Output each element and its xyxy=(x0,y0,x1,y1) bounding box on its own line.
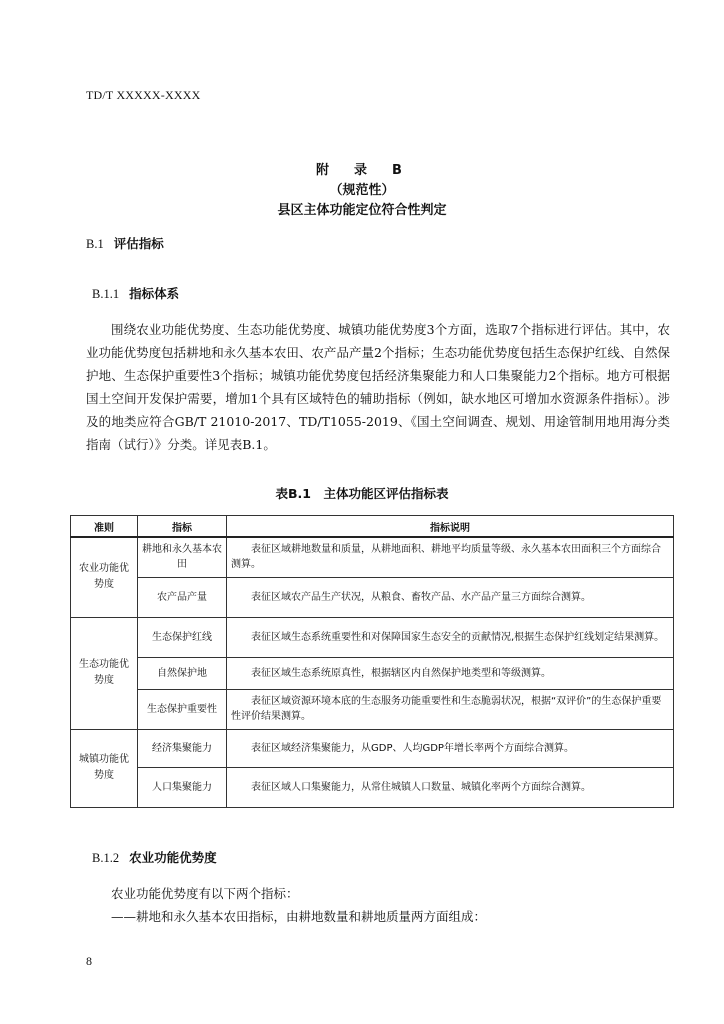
appendix-title: 附 录 B xyxy=(316,163,408,178)
table-row xyxy=(71,689,674,729)
appendix-type: （规范性） xyxy=(329,183,395,198)
paragraph-text: 围绕农业功能优势度、生态功能优势度、城镇功能优势度3个方面，选取7个指标进行评估。其中，农业功能优势度包括耕地和永久基本农田、农产品产量2个指标；生态功能优势度包括生态保护红线、自然保护地、生态保护重要性3个指标；城镇功能优势度包括经济集聚能力和人口集聚能力2个指标。地方可根据国土空间开发保护需要，增加1个具有区域特色的辅助指标（例如，缺水地区可增加水资源条件指标）。涉及的地类应符合GB/T 21010-2017、TD/T1055-2019、《国土空间调查、规划、用途管制用地用海分类指南（试行）》分类。详见表B.1。 xyxy=(86,322,670,452)
criterion-cell: 农业功能优势度 xyxy=(71,537,138,617)
indicator-cell: 生态保护重要性 xyxy=(138,689,227,729)
description-cell: 表征区域生态系统重要性和对保障国家生态安全的贡献情况,根据生态保护红线划定结果测算。 xyxy=(227,617,674,657)
section-label: 评估指标 xyxy=(113,236,164,251)
section-number: B.1 xyxy=(86,237,104,251)
description-cell: 表征区域生态系统原真性，根据辖区内自然保护地类型和等级测算。 xyxy=(227,657,674,689)
description-cell: 表征区域耕地数量和质量，从耕地面积、耕地平均质量等级、永久基本农田面积三个方面综合测算。 xyxy=(227,537,674,577)
section-heading-b11 xyxy=(92,284,179,302)
section-label: 农业功能优势度 xyxy=(129,850,217,865)
indicator-table xyxy=(70,515,674,808)
description-cell: 表征区域资源环境本底的生态服务功能重要性和生态脆弱状况，根据“双评价”的生态保护重要性评价结果测算。 xyxy=(227,689,674,729)
header-indicator: 指标 xyxy=(138,516,227,538)
table-row xyxy=(71,617,674,657)
criterion-cell: 生态功能优势度 xyxy=(71,617,138,729)
section-heading-b12 xyxy=(92,848,217,866)
body-paragraph-b11 xyxy=(86,318,670,456)
table-row xyxy=(71,767,674,807)
table-title: 表B.1 主体功能区评估指标表 xyxy=(275,486,449,501)
indicator-cell: 耕地和永久基本农田 xyxy=(138,537,227,577)
body-paragraph-b12 xyxy=(86,882,670,928)
paragraph-text: ——耕地和永久基本农田指标，由耕地数量和耕地质量两方面组成： xyxy=(111,909,487,924)
indicator-cell: 经济集聚能力 xyxy=(138,729,227,767)
description-cell: 表征区域人口集聚能力，从常住城镇人口数量、城镇化率两个方面综合测算。 xyxy=(227,767,674,807)
page-number: 8 xyxy=(86,954,92,968)
table-row xyxy=(71,577,674,617)
indicator-cell: 生态保护红线 xyxy=(138,617,227,657)
header-description: 指标说明 xyxy=(227,516,674,538)
description-cell: 表征区域经济集聚能力，从GDP、人均GDP年增长率两个方面综合测算。 xyxy=(227,729,674,767)
table-row xyxy=(71,537,674,577)
appendix-name: 县区主体功能定位符合性判定 xyxy=(277,203,447,218)
header-criterion: 准则 xyxy=(71,516,138,538)
table-header-row xyxy=(71,516,674,538)
section-number: B.1.1 xyxy=(92,287,120,301)
description-cell: 表征区域农产品生产状况，从粮食、畜牧产品、水产品产量三方面综合测算。 xyxy=(227,577,674,617)
section-number: B.1.2 xyxy=(92,851,120,865)
section-heading-b1 xyxy=(86,234,164,252)
section-label: 指标体系 xyxy=(129,286,180,301)
indicator-cell: 农产品产量 xyxy=(138,577,227,617)
indicator-cell: 人口集聚能力 xyxy=(138,767,227,807)
criterion-cell: 城镇功能优势度 xyxy=(71,729,138,807)
paragraph-text: 农业功能优势度有以下两个指标： xyxy=(111,886,299,901)
table-row xyxy=(71,729,674,767)
document-code: TD/T XXXXX-XXXX xyxy=(86,88,201,102)
indicator-cell: 自然保护地 xyxy=(138,657,227,689)
table-row xyxy=(71,657,674,689)
